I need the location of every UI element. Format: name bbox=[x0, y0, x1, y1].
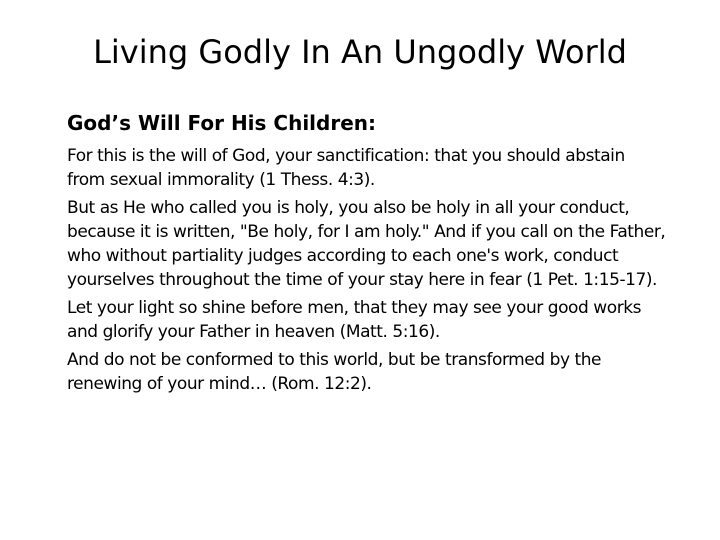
scripture-paragraph-3: Let your light so shine before men, that they may see your good works and glorify your Father in heaven (Matt. 5:16). bbox=[67, 298, 642, 342]
slide-title: Living Godly In An Ungodly World bbox=[93, 33, 627, 71]
scripture-paragraph-4: And do not be conformed to this world, but be transformed by the renewing of your mind… (Rom. 12:2). bbox=[67, 350, 602, 394]
slide-body bbox=[67, 108, 667, 400]
scripture-paragraph-1: For this is the will of God, your sanctification: that you should abstain from sexual immorality (1 Thess. 4:3). bbox=[67, 146, 625, 190]
section-heading: God’s Will For His Children: bbox=[67, 111, 377, 135]
scripture-paragraph-2: But as He who called you is holy, you also be holy in all your conduct, because it is written, "Be holy, for I am holy." And if you call on the Father, who without partiality judges according to each one's work, conduct yourselves throughout the time of your stay here in fear (1 Pet. 1:15-17). bbox=[67, 198, 666, 290]
